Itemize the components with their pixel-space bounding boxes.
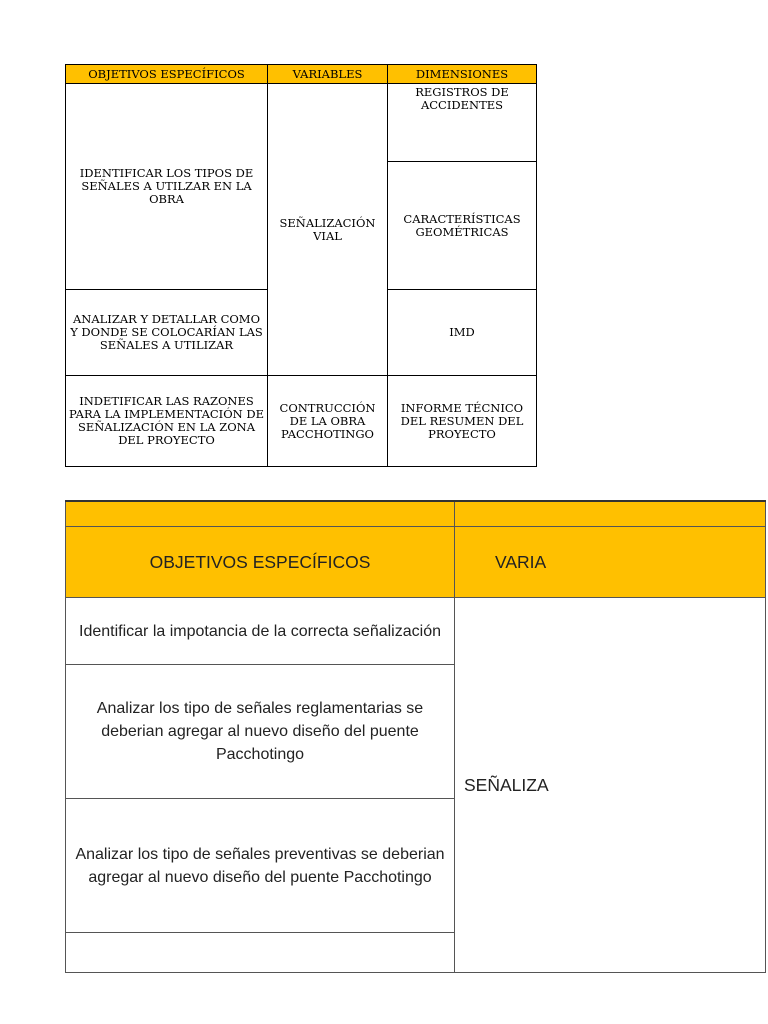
objective-cell-1: IDENTIFICAR LOS TIPOS DE SEÑALES A UTILZAR EN LA OBRA (66, 84, 268, 290)
header-band-cell (66, 501, 455, 527)
dimension-cell-caracteristicas: CARACTERÍSTICAS GEOMÉTRICAS (388, 162, 537, 290)
header-band (66, 501, 766, 527)
header-variables: VARIABLES (268, 65, 388, 84)
objective-row-2: Analizar los tipo de señales reglamentarias se deberian agregar al nuevo diseño del puente Pacchotingo (66, 665, 455, 799)
header-band-cell (455, 501, 766, 527)
variable-cell-senalizacion: SEÑALIZACIÓN VIAL (268, 84, 388, 376)
objective-row-4 (66, 933, 455, 973)
objective-cell-2: ANALIZAR Y DETALLAR COMO Y DONDE SE COLOCARÍAN LAS SEÑALES A UTILIZAR (66, 290, 268, 376)
header-variables-cropped: VARIA (455, 527, 766, 598)
dimension-cell-registros: REGISTROS DE ACCIDENTES (388, 84, 537, 162)
objective-row-3: Analizar los tipo de señales preventivas se deberian agregar al nuevo diseño del puente Pacchotingo (66, 799, 455, 933)
objectives-table-1 (65, 64, 537, 467)
objectives-table-2 (65, 500, 766, 973)
header-dimensiones: DIMENSIONES (388, 65, 537, 84)
variable-cell-construccion: CONTRUCCIÓN DE LA OBRA PACCHOTINGO (268, 376, 388, 467)
objectives-table-2-viewport (65, 500, 549, 942)
header-objetivos-especificos: OBJETIVOS ESPECÍFICOS (66, 527, 455, 598)
dimension-cell-imd: IMD (388, 290, 537, 376)
variable-cell-senalizacion-cropped: SEÑALIZA (455, 598, 766, 973)
objective-cell-3: INDETIFICAR LAS RAZONES PARA LA IMPLEMENTACIÓN DE SEÑALIZACIÓN EN LA ZONA DEL PROYECTO (66, 376, 268, 467)
dimension-cell-informe: INFORME TÉCNICO DEL RESUMEN DEL PROYECTO (388, 376, 537, 467)
objective-row-1: Identificar la impotancia de la correcta señalización (66, 598, 455, 665)
header-objetivos: OBJETIVOS ESPECÍFICOS (66, 65, 268, 84)
